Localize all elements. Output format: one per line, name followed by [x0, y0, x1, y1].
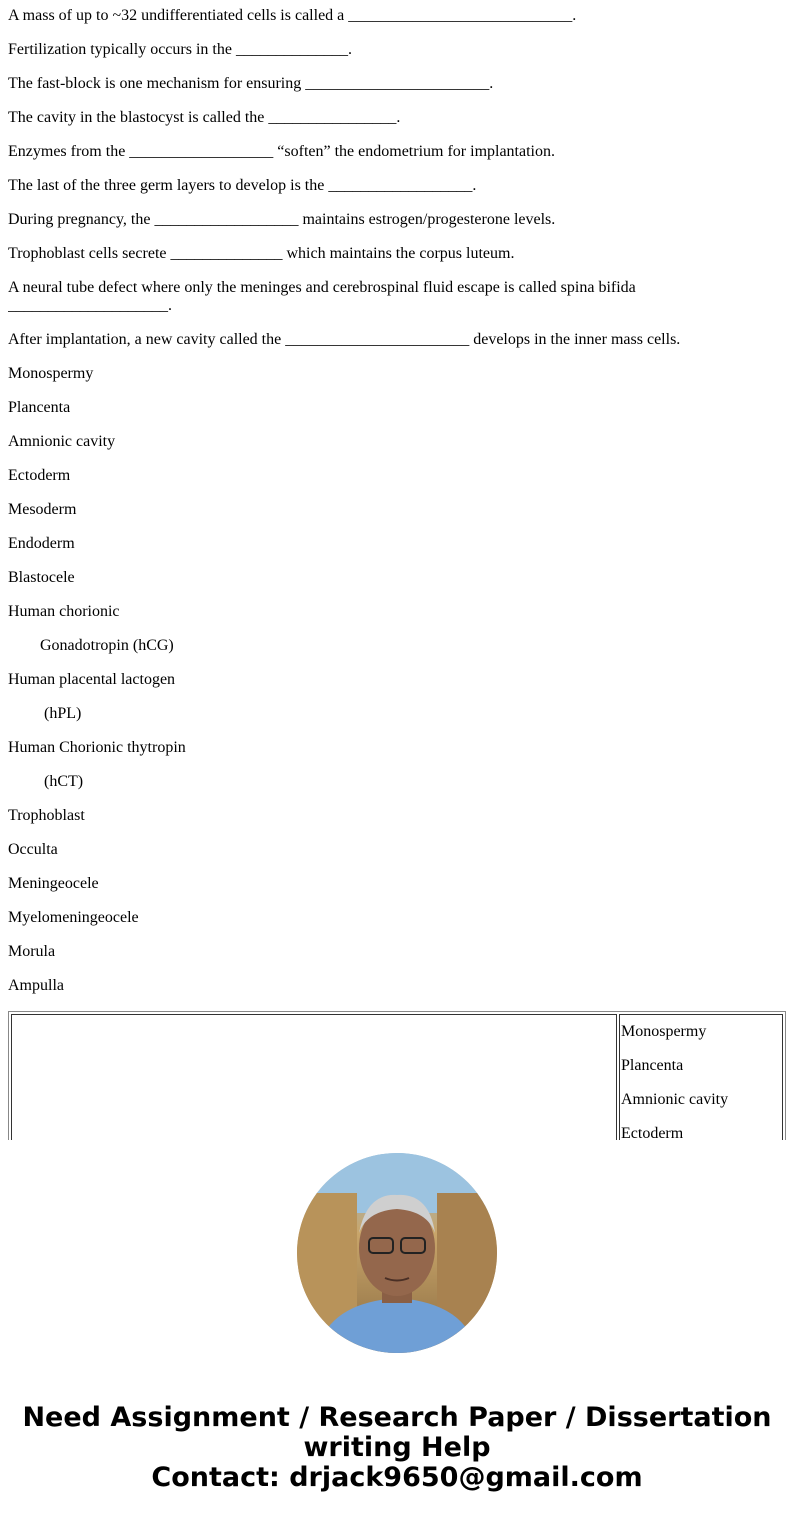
terms-cell: [619, 1014, 783, 1140]
term: Mesoderm: [8, 501, 77, 518]
document-body: [8, 0, 786, 1140]
person-photo-icon: [297, 1153, 497, 1353]
question: During pregnancy, the __________________ maintains estrogen/progesterone levels.: [8, 211, 556, 228]
term: Human Chorionic thytropin: [8, 739, 186, 756]
term: (hPL): [44, 705, 82, 722]
terms-table: [8, 1011, 786, 1140]
avatar: [297, 1153, 497, 1353]
term: Morula: [8, 943, 56, 960]
question-list: [8, 7, 786, 349]
term: Amnionic cavity: [621, 1091, 729, 1108]
term: (hCT): [44, 773, 84, 790]
term: Monospermy: [621, 1023, 707, 1040]
term: Ectoderm: [621, 1125, 684, 1140]
question: Enzymes from the __________________ “soften” the endometrium for implantation.: [8, 143, 555, 160]
term-list: [8, 365, 786, 995]
term: Gonadotropin (hCG): [40, 637, 174, 654]
question: The cavity in the blastocyst is called the ________________.: [8, 109, 401, 126]
term: Meningeocele: [8, 875, 99, 892]
term: Myelomeningeocele: [8, 909, 139, 926]
help-text: Need Assignment / Research Paper / Dissertation writing Help: [22, 1402, 772, 1463]
contact-banner: [0, 1403, 794, 1493]
term: Trophoblast: [8, 807, 85, 824]
term: Human chorionic: [8, 603, 120, 620]
term: Human placental lactogen: [8, 671, 176, 688]
term: Endoderm: [8, 535, 75, 552]
question: The fast-block is one mechanism for ensuring _______________________.: [8, 75, 494, 92]
term: Ectoderm: [8, 467, 71, 484]
term: Monospermy: [8, 365, 94, 382]
term: Ampulla: [8, 977, 64, 994]
question: Fertilization typically occurs in the ______________.: [8, 41, 352, 58]
question: The last of the three germ layers to develop is the __________________.: [8, 177, 477, 194]
term: Amnionic cavity: [8, 433, 116, 450]
term: Plancenta: [8, 399, 71, 416]
question: A neural tube defect where only the meninges and cerebrospinal fluid escape is called spina bifida ____________________.: [8, 279, 636, 314]
question: Trophoblast cells secrete ______________ which maintains the corpus luteum.: [8, 245, 515, 262]
term: Occulta: [8, 841, 58, 858]
term: Blastocele: [8, 569, 75, 586]
question: A mass of up to ~32 undifferentiated cells is called a ____________________________.: [8, 7, 577, 24]
empty-cell: [11, 1014, 617, 1140]
contact-email: Contact: drjack9650@gmail.com: [151, 1462, 643, 1493]
term: Plancenta: [621, 1057, 684, 1074]
question: After implantation, a new cavity called the _______________________ develops in the inner mass cells.: [8, 331, 681, 348]
